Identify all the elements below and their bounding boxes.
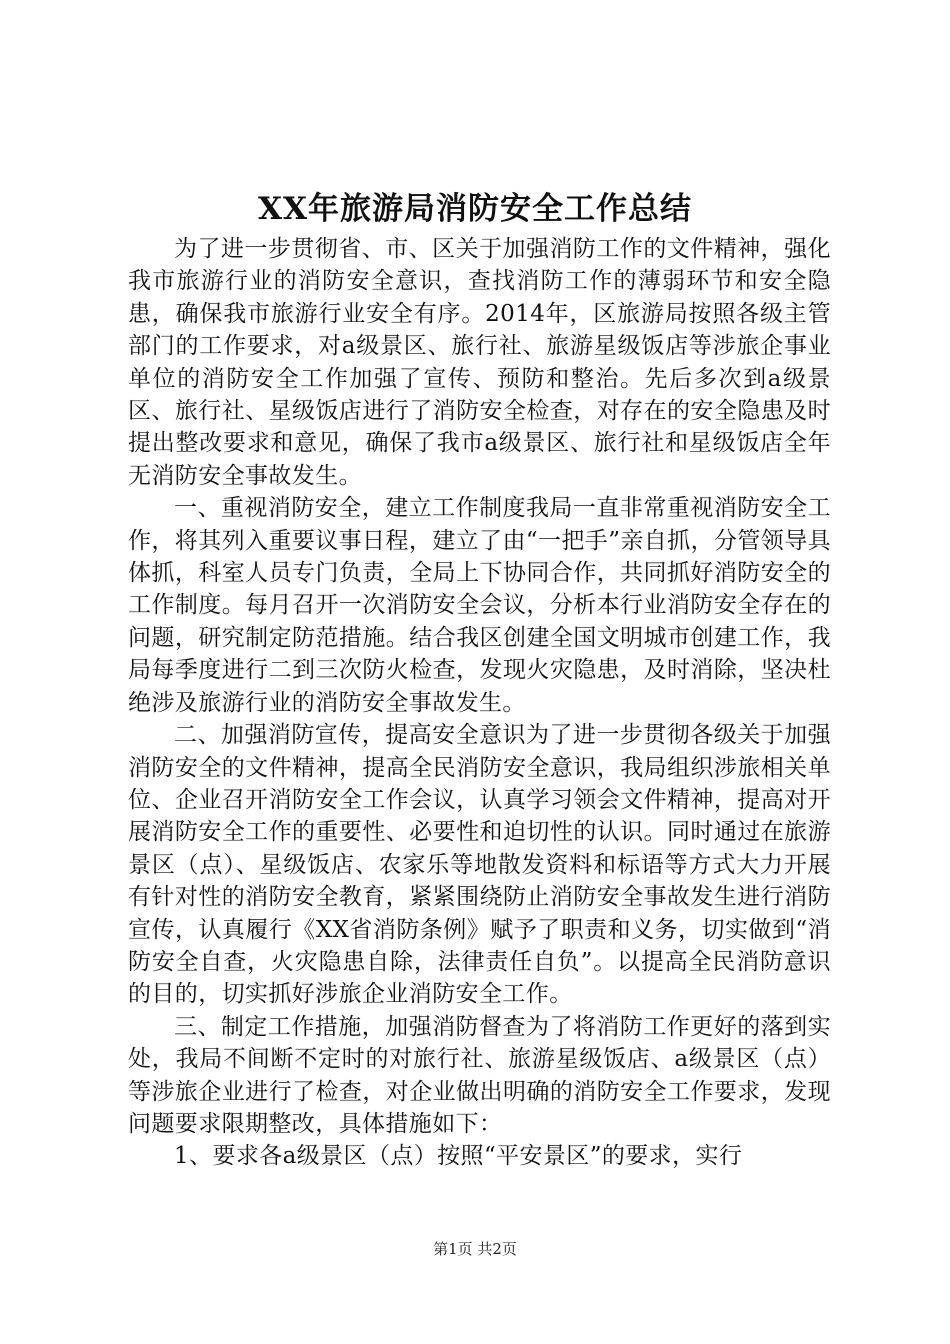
document-body [128, 233, 831, 1173]
paragraph-section-1: 一、重视消防安全，建立工作制度我局一直非常重视消防安全工作，将其列入重要议事日程，建立了由“一把手”亲自抓，分管领导具体抓，科室人员专门负责，全局上下协同合作，共同抓好消防安全的工作制度。每月召开一次消防安全会议，分析本行业消防安全存在的问题，研究制定防范措施。结合我区创建全国文明城市创建工作，我局每季度进行二到三次防火检查，发现火灾隐患，及时消除，坚决杜绝涉及旅游行业的消防安全事故发生。 [128, 495, 831, 716]
paragraph-section-2: 二、加强消防宣传，提高安全意识为了进一步贯彻各级关于加强消防安全的文件精神，提高全民消防安全意识，我局组织涉旅相关单位、企业召开消防安全工作会议，认真学习领会文件精神，提高对开展消防安全工作的重要性、必要性和迫切性的认识。同时通过在旅游景区（点）、星级饭店、农家乐等地散发资料和标语等方式大力开展有针对性的消防安全教育，紧紧围绕防止消防安全事故发生进行消防宣传，认真履行《XX省消防条例》赋予了职责和义务，切实做到“消防安全自查，火灾隐患自除，法律责任自负”。以提高全民消防意识的目的，切实抓好涉旅企业消防安全工作。 [128, 722, 831, 1008]
paragraph-intro: 为了进一步贯彻省、市、区关于加强消防工作的文件精神，强化我市旅游行业的消防安全意识，查找消防工作的薄弱环节和安全隐患，确保我市旅游行业安全有序。2014年，区旅游局按照各级主管部门的工作要求，对a级景区、旅行社、旅游星级饭店等涉旅企事业单位的消防安全工作加强了宣传、预防和整治。先后多次到a级景区、旅行社、星级饭店进行了消防安全检查，对存在的安全隐患及时提出整改要求和意见，确保了我市a级景区、旅行社和星级饭店全年无消防安全事故发生。 [128, 236, 831, 489]
paragraph-measure-1: 1、要求各a级景区（点）按照“平安景区”的要求，实行 [174, 1143, 743, 1170]
page-footer: 第1页 共2页 [433, 1240, 517, 1258]
paragraph-section-3: 三、制定工作措施，加强消防督查为了将消防工作更好的落到实处，我局不间断不定时的对旅行社、旅游星级饭店、a级景区（点）等涉旅企业进行了检查，对企业做出明确的消防安全工作要求，发现问题要求限期整改，具体措施如下： [128, 1013, 831, 1137]
document-title: XX年旅游局消防安全工作总结 [257, 191, 693, 227]
